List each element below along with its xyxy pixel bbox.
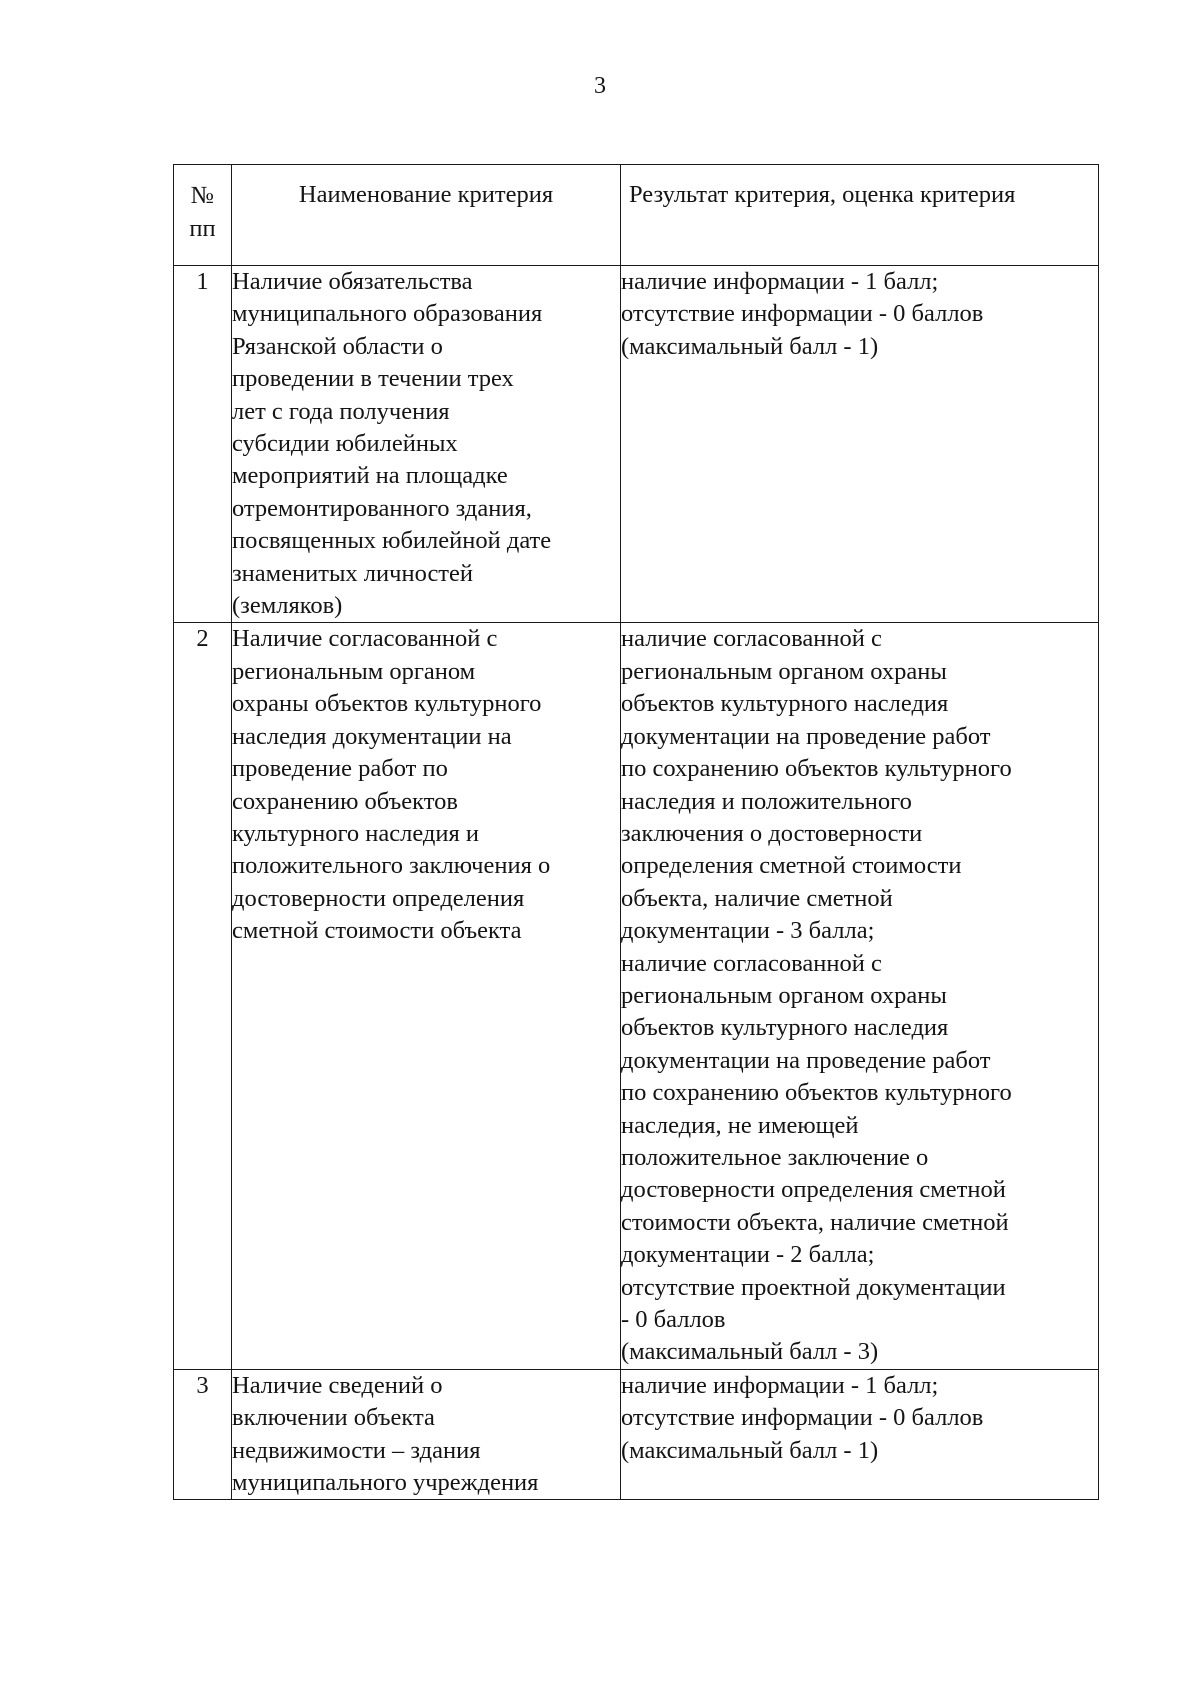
criterion-result-line: заключения о достоверности (621, 819, 923, 847)
criterion-result-line: достоверности определения сметной (621, 1176, 1006, 1204)
criterion-result-line: (максимальный балл - 3) (621, 1338, 879, 1366)
criterion-name-line: сохранению объектов (232, 787, 458, 815)
criterion-result-line: по сохранению объектов культурного (621, 1079, 1012, 1107)
criterion-name-line: проведении в течении трех (232, 365, 514, 393)
table-body (174, 266, 1099, 1500)
criterion-name-line: лет с года получения (232, 397, 450, 425)
criterion-result-line: отсутствие информации - 0 баллов (621, 1404, 984, 1432)
row-number: 3 (174, 1369, 232, 1500)
criterion-name-line: сметной стоимости объекта (232, 917, 522, 945)
criterion-result-line: (максимальный балл - 1) (621, 332, 879, 360)
criterion-name-line: знаменитых личностей (232, 559, 474, 587)
criterion-result-line: определения сметной стоимости (621, 852, 962, 880)
table-header-row (174, 165, 1099, 266)
criterion-result-line: наследия, не имеющей (621, 1111, 859, 1139)
criteria-table (173, 164, 1099, 1500)
criterion-result-line: - 0 баллов (621, 1306, 726, 1333)
criterion-name-line: Наличие обязательства (232, 268, 473, 295)
table-row (174, 266, 1099, 623)
criterion-result-line: положительное заключение о (621, 1143, 929, 1171)
page-number: 3 (594, 73, 606, 99)
criterion-name-line: субсидии юбилейных (232, 430, 458, 458)
criterion-name-line: проведение работ по (232, 755, 448, 783)
criterion-result-line: региональным органом охраны (621, 981, 947, 1009)
criterion-result-line: наличие согласованной с (621, 625, 882, 653)
criterion-name-cell (232, 266, 621, 623)
table-row (174, 1369, 1099, 1500)
criterion-name-line: положительного заключения о (232, 852, 551, 880)
criterion-name-line: наследия документации на (232, 722, 512, 750)
criterion-result-line: наличие информации - 1 балл; (621, 268, 939, 295)
criterion-result-line: объектов культурного наследия (621, 690, 949, 718)
table-row (174, 623, 1099, 1369)
header-criterion-name: Наименование критерия (232, 165, 621, 266)
criterion-result-line: отсутствие информации - 0 баллов (621, 300, 984, 328)
row-number: 1 (174, 266, 232, 623)
header-number-abbrev: пп (189, 215, 216, 242)
criterion-result-line: документации - 2 балла; (621, 1241, 875, 1269)
criterion-name-line: муниципального образования (232, 300, 543, 328)
criterion-name-line: муниципального учреждения (232, 1469, 539, 1497)
criterion-result-line: документации на проведение работ (621, 722, 991, 750)
criterion-result-line: наличие согласованной с (621, 949, 882, 977)
criterion-result-cell (621, 623, 1099, 1369)
criterion-result-cell (621, 266, 1099, 623)
criterion-result-line: (максимальный балл - 1) (621, 1436, 879, 1464)
criterion-result-line: отсутствие проектной документации (621, 1273, 1006, 1301)
criterion-result-cell (621, 1369, 1099, 1500)
header-criterion-result: Результат критерия, оценка критерия (621, 165, 1099, 266)
criterion-name-line: посвященных юбилейной дате (232, 527, 552, 555)
criterion-result-line: документации - 3 балла; (621, 917, 875, 945)
criterion-name-line: недвижимости – здания (232, 1436, 481, 1464)
criterion-name-line: региональным органом (232, 657, 476, 685)
criterion-name-cell (232, 1369, 621, 1500)
row-number: 2 (174, 623, 232, 1369)
criterion-name-line: отремонтированного здания, (232, 494, 532, 522)
criterion-name-line: мероприятий на площадке (232, 462, 508, 490)
criterion-name-line: Наличие согласованной с (232, 625, 498, 653)
criterion-result-line: региональным органом охраны (621, 657, 947, 685)
criterion-name-line: достоверности определения (232, 884, 525, 912)
criterion-name-line: включении объекта (232, 1404, 435, 1432)
header-number (174, 165, 232, 266)
criterion-result-line: по сохранению объектов культурного (621, 755, 1012, 783)
criterion-name-line: охраны объектов культурного (232, 690, 542, 718)
criterion-result-line: наследия и положительного (621, 787, 912, 815)
header-number-symbol: № (190, 182, 215, 209)
criterion-name-line: Наличие сведений о (232, 1371, 443, 1399)
criterion-name-line: Рязанской области о (232, 332, 443, 360)
criterion-result-line: наличие информации - 1 балл; (621, 1371, 939, 1399)
criterion-result-line: документации на проведение работ (621, 1046, 991, 1074)
criterion-name-cell (232, 623, 621, 1369)
criterion-result-line: объекта, наличие сметной (621, 884, 893, 912)
criterion-result-line: объектов культурного наследия (621, 1014, 949, 1042)
criterion-name-line: культурного наследия и (232, 819, 479, 847)
criterion-result-line: стоимости объекта, наличие сметной (621, 1208, 1009, 1236)
criterion-name-line: (земляков) (232, 592, 343, 620)
